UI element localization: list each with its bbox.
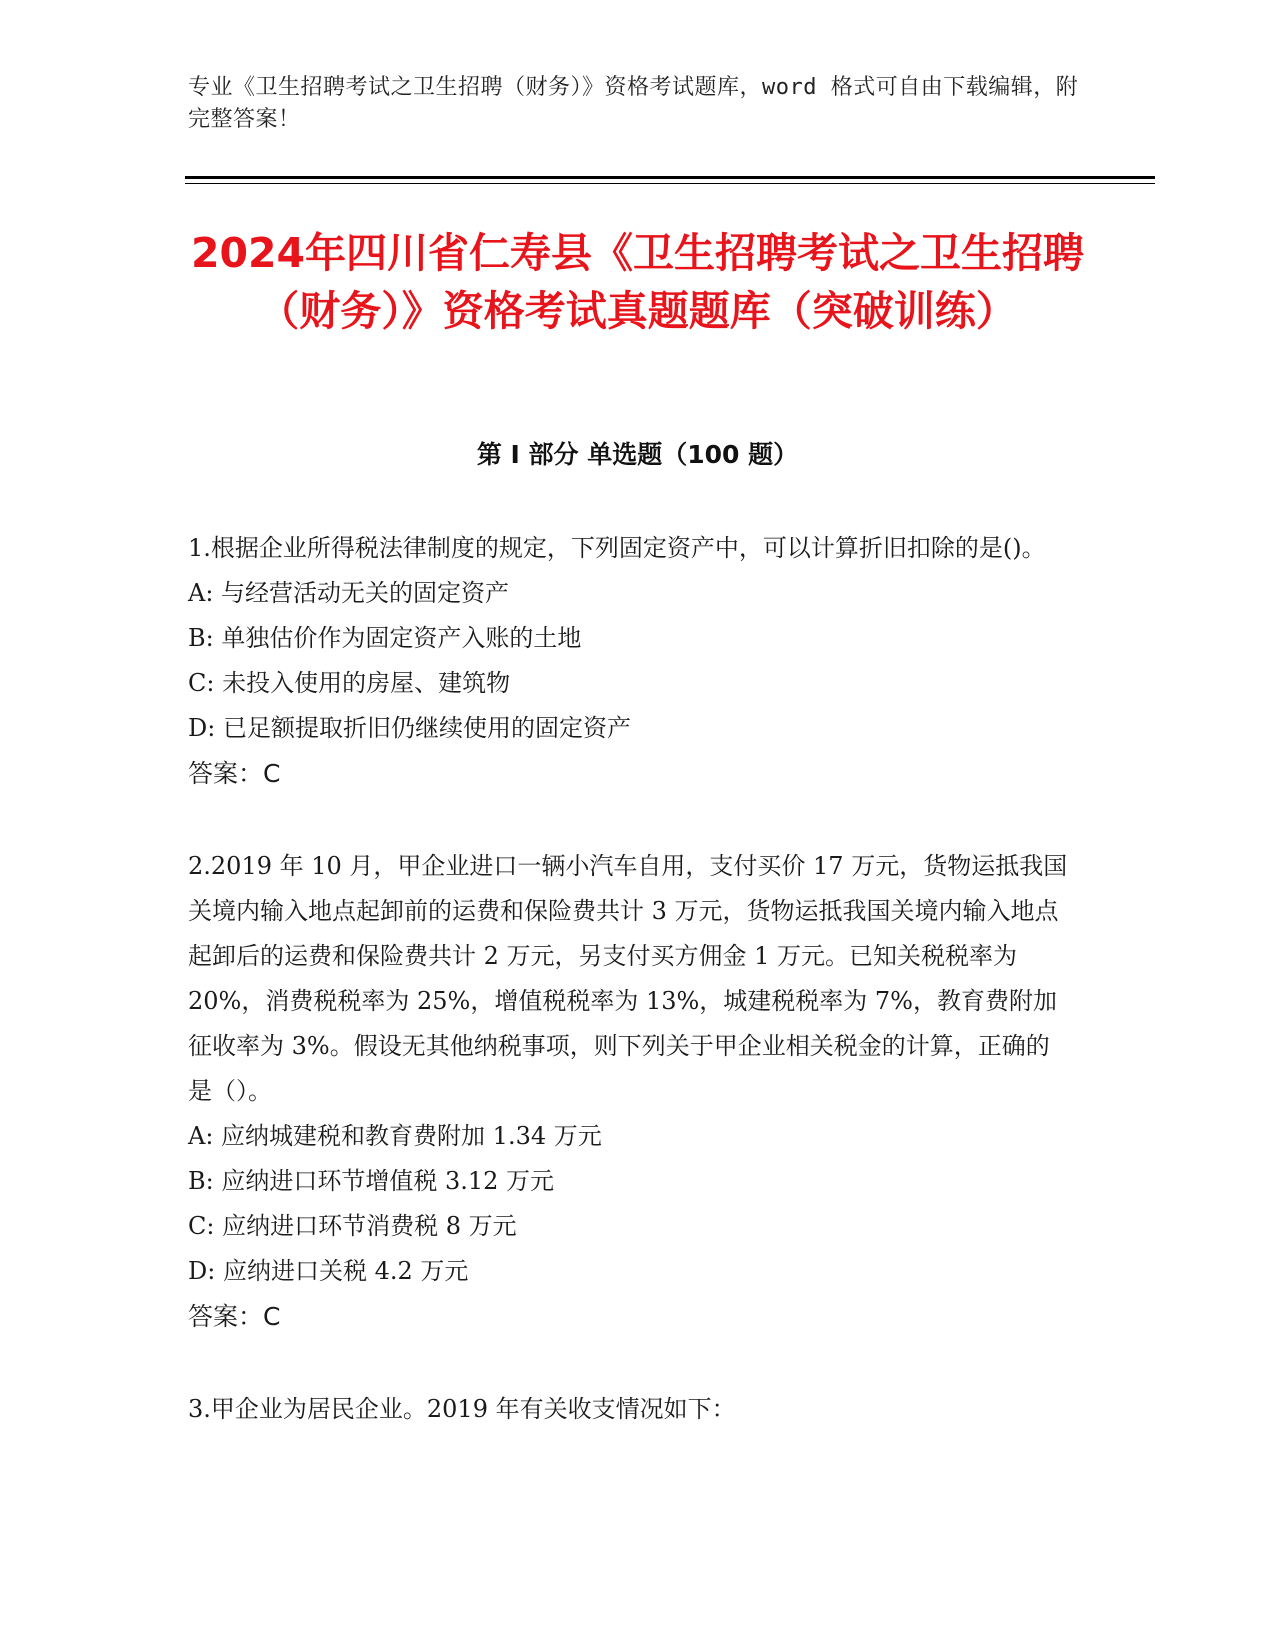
header-divider-thick bbox=[185, 176, 1155, 179]
question-1 bbox=[188, 526, 1068, 796]
header-divider-thin bbox=[185, 183, 1155, 184]
section-heading: 第 I 部分 单选题（100 题） bbox=[476, 440, 799, 469]
question-3 bbox=[188, 1387, 1068, 1432]
option-a: A: 与经营活动无关的固定资产 bbox=[188, 579, 510, 607]
answer-label: 答案： bbox=[188, 759, 264, 788]
answer-label: 答案： bbox=[188, 1302, 264, 1331]
option-c: C: 应纳进口环节消费税 8 万元 bbox=[188, 1212, 517, 1240]
option-a: A: 应纳城建税和教育费附加 1.34 万元 bbox=[188, 1122, 602, 1150]
question-2 bbox=[188, 844, 1068, 1339]
question-stem: 2.2019 年 10 月，甲企业进口一辆小汽车自用，支付买价 17 万元，货物运抵我国关境内输入地点起卸前的运费和保险费共计 3 万元，货物运抵我国关境内输入地点起卸后的运费和保险费共计 2 万元，另支付买方佣金 1 万元。已知关税税率为 20%，消费税税率为 25%，增值税税率为 13%，城建税税率为 7%，教育费附加征收率为 3%。假设无其他纳税事项，则下列关于甲企业相关税金的计算，正确的是（）。 bbox=[188, 852, 1068, 1105]
header-note: 专业《卫生招聘考试之卫生招聘（财务）》资格考试题库，word 格式可自由下载编辑，附完整答案！ bbox=[188, 75, 1079, 132]
option-b: B: 单独估价作为固定资产入账的土地 bbox=[188, 624, 582, 652]
question-list bbox=[188, 526, 1068, 1480]
option-d: D: 已足额提取折旧仍继续使用的固定资产 bbox=[188, 714, 631, 742]
question-stem: 1.根据企业所得税法律制度的规定，下列固定资产中，可以计算折旧扣除的是()。 bbox=[188, 534, 1046, 562]
answer-value: C bbox=[263, 1302, 281, 1331]
answer-line bbox=[188, 751, 1068, 796]
answer-value: C bbox=[263, 759, 281, 788]
question-stem: 3.甲企业为居民企业。2019 年有关收支情况如下： bbox=[188, 1395, 736, 1423]
option-c: C: 未投入使用的房屋、建筑物 bbox=[188, 669, 511, 697]
option-b: B: 应纳进口环节增值税 3.12 万元 bbox=[188, 1167, 555, 1195]
document-title: 2024年四川省仁寿县《卫生招聘考试之卫生招聘（财务）》资格考试真题题库（突破训练） bbox=[190, 229, 1085, 335]
option-d: D: 应纳进口关税 4.2 万元 bbox=[188, 1257, 469, 1285]
answer-line bbox=[188, 1294, 1068, 1339]
